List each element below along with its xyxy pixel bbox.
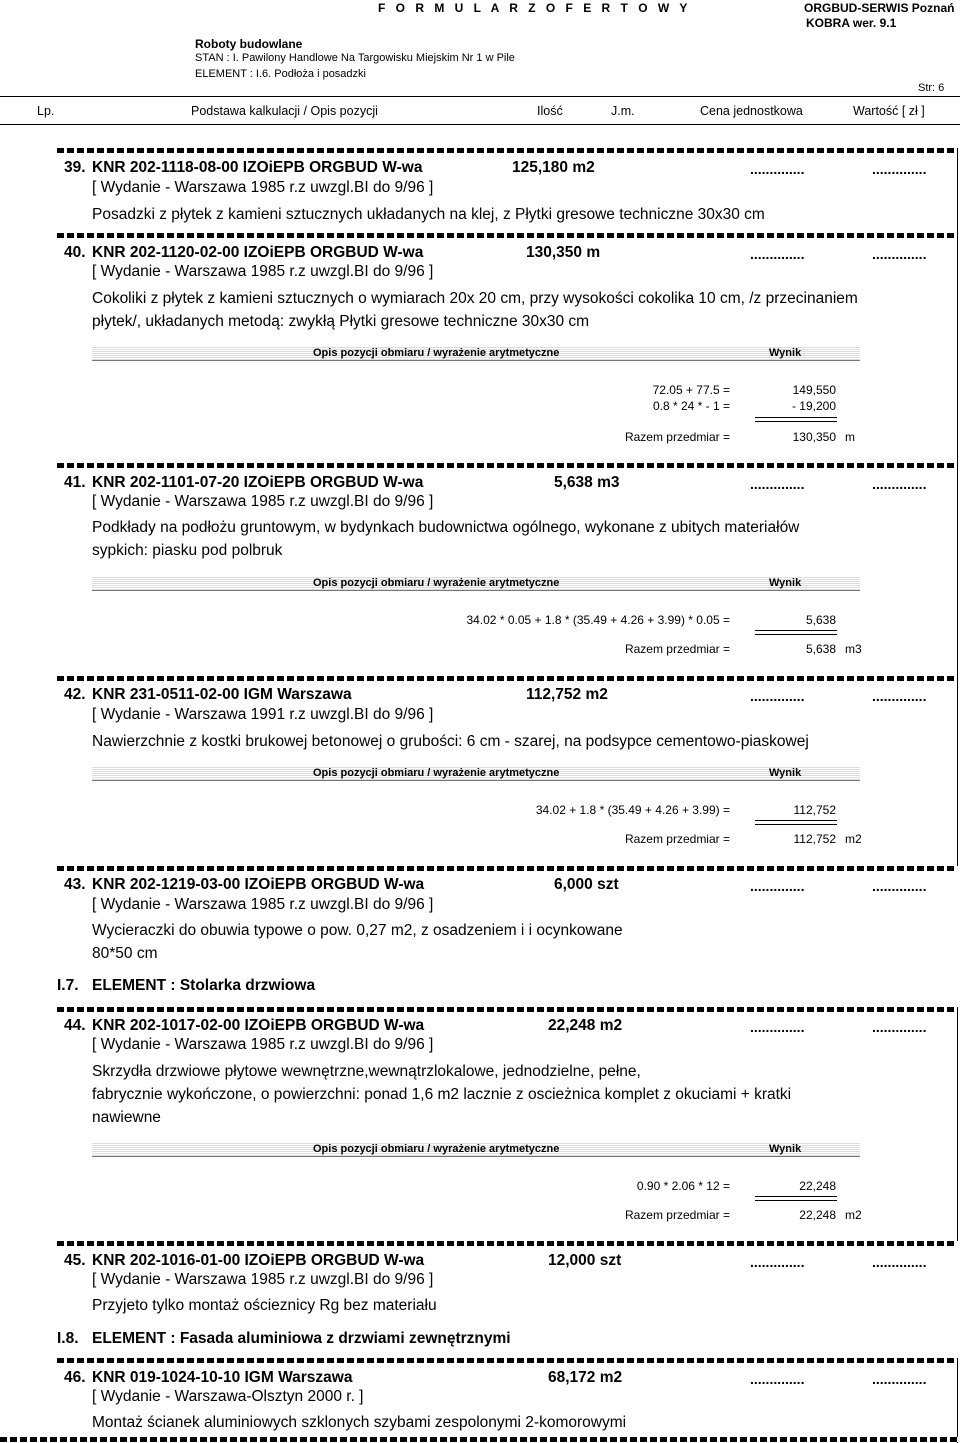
calc-result: 5,638 xyxy=(805,613,836,627)
position-description: fabrycznie wykończone, o powierzchni: ponad 1,6 m2 lacznie z oscieżnica komplet z okuciami + kratki xyxy=(92,1086,792,1103)
position-edition: [ Wydanie - Warszawa 1985 r.z uwzgl.BI do 9/96 ] xyxy=(92,1271,434,1288)
position-quantity: 112,752 m2 xyxy=(526,686,608,703)
unit-price-placeholder: .............. xyxy=(750,246,805,262)
unit-price-placeholder: .............. xyxy=(750,688,805,704)
position-quantity: 5,638 m3 xyxy=(554,474,620,491)
position-description: płytek/, układanych metodą: zwykłą Płytki gresowe techniczne 30x30 cm xyxy=(92,313,590,330)
column-header-top-rule xyxy=(0,96,960,97)
stan-line: STAN : I. Pawilony Handlowe Na Targowisku Miejskim Nr 1 w Pile xyxy=(195,52,515,64)
position-description: nawiewne xyxy=(92,1109,161,1126)
position-description: Nawierzchnie z kostki brukowej betonowej o grubości: 6 cm - szarej, na podsypce cementowo-piaskowej xyxy=(92,733,809,750)
measurement-header-result: Wynik xyxy=(769,577,802,589)
total-unit: m3 xyxy=(845,642,862,656)
unit-price-placeholder: .............. xyxy=(750,1371,805,1387)
sum-underline xyxy=(755,630,837,635)
document-title: Roboty budowlane xyxy=(195,37,303,51)
position-border xyxy=(957,1358,958,1443)
col-jm: J.m. xyxy=(611,104,635,118)
position-description: Posadzki z płytek z kamieni sztucznych układanych na klej, z Płytki gresowe techniczne 30x30 cm xyxy=(92,206,765,223)
total-value: 5,638 xyxy=(805,642,836,656)
total-label: Razem przedmiar = xyxy=(624,1208,730,1222)
position-edition: [ Wydanie - Warszawa 1985 r.z uwzgl.BI do 9/96 ] xyxy=(92,263,434,280)
position-number: 44. xyxy=(64,1017,86,1034)
value-placeholder: .............. xyxy=(872,1019,927,1035)
total-unit: m2 xyxy=(845,1208,862,1222)
element-line: ELEMENT : I.6. Podłoża i posadzki xyxy=(195,68,366,80)
position-separator xyxy=(57,676,957,681)
position-border xyxy=(957,463,958,676)
page-bottom-separator xyxy=(0,1437,960,1442)
position-separator xyxy=(57,866,957,871)
measurement-header-desc: Opis pozycji obmiaru / wyrażenie arytmetyczne xyxy=(313,1143,560,1155)
position-description: Przyjeto tylko montaż ościeznicy Rg bez materiału xyxy=(92,1297,437,1314)
position-description: Cokoliki z płytek z kamieni sztucznych o wymiarach 20x 20 cm, przy wysokości cokolika 10 cm, /z przecinaniem xyxy=(92,290,858,307)
sum-underline xyxy=(755,1196,837,1201)
measurement-header-desc: Opis pozycji obmiaru / wyrażenie arytmetyczne xyxy=(313,577,560,589)
position-quantity: 22,248 m2 xyxy=(548,1017,623,1034)
position-number: 45. xyxy=(64,1252,86,1269)
sum-underline xyxy=(755,820,837,825)
position-number: 41. xyxy=(64,474,86,491)
program-version: KOBRA wer. 9.1 xyxy=(806,16,897,30)
col-ilosc: Ilość xyxy=(537,104,563,118)
position-description: Skrzydła drzwiowe płytowe wewnętrzne,wewnątrzlokalowe, jednodzielne, pełne, xyxy=(92,1063,641,1080)
total-value: 22,248 xyxy=(799,1208,836,1222)
measurement-header-result: Wynik xyxy=(769,347,802,359)
position-number: 40. xyxy=(64,244,86,261)
measurement-header-desc: Opis pozycji obmiaru / wyrażenie arytmetyczne xyxy=(313,767,560,779)
value-placeholder: .............. xyxy=(872,1254,927,1270)
position-quantity: 12,000 szt xyxy=(548,1252,622,1269)
calc-result: - 19,200 xyxy=(791,399,836,413)
position-knr: KNR 202-1118-08-00 IZOiEPB ORGBUD W-wa xyxy=(92,159,423,176)
position-knr: KNR 231-0511-02-00 IGM Warszawa xyxy=(92,686,352,703)
unit-price-placeholder: .............. xyxy=(750,476,805,492)
position-border xyxy=(957,1007,958,1241)
position-border xyxy=(957,148,958,233)
total-value: 130,350 xyxy=(792,430,836,444)
column-header-bottom-rule xyxy=(0,124,960,125)
position-edition: [ Wydanie - Warszawa 1985 r.z uwzgl.BI do 9/96 ] xyxy=(92,1036,434,1053)
value-placeholder: .............. xyxy=(872,246,927,262)
total-label: Razem przedmiar = xyxy=(624,832,730,846)
element-title: ELEMENT : Fasada aluminiowa z drzwiami zewnętrznymi xyxy=(92,1330,511,1347)
position-knr: KNR 202-1120-02-00 IZOiEPB ORGBUD W-wa xyxy=(92,244,424,261)
position-number: 39. xyxy=(64,159,86,176)
value-placeholder: .............. xyxy=(872,878,927,894)
company-name: ORGBUD-SERWIS Poznań xyxy=(804,1,955,15)
measurement-header-result: Wynik xyxy=(769,767,802,779)
unit-price-placeholder: .............. xyxy=(750,1019,805,1035)
position-number: 43. xyxy=(64,876,86,893)
position-number: 42. xyxy=(64,686,86,703)
position-separator xyxy=(57,463,957,468)
position-border xyxy=(957,233,958,463)
unit-price-placeholder: .............. xyxy=(750,1254,805,1270)
position-quantity: 125,180 m2 xyxy=(512,159,595,176)
element-number: I.7. xyxy=(57,977,79,994)
position-quantity: 68,172 m2 xyxy=(548,1369,623,1386)
position-edition: [ Wydanie - Warszawa-Olsztyn 2000 r. ] xyxy=(92,1388,364,1405)
value-placeholder: .............. xyxy=(872,161,927,177)
unit-price-placeholder: .............. xyxy=(750,878,805,894)
col-podstawa: Podstawa kalkulacji / Opis pozycji xyxy=(191,104,378,118)
total-unit: m2 xyxy=(845,832,862,846)
position-knr: KNR 019-1024-10-10 IGM Warszawa xyxy=(92,1369,353,1386)
calc-expression: 72.05 + 77.5 = xyxy=(652,383,730,397)
position-edition: [ Wydanie - Warszawa 1985 r.z uwzgl.BI do 9/96 ] xyxy=(92,179,434,196)
calc-expression: 34.02 * 0.05 + 1.8 * (35.49 + 4.26 + 3.99) * 0.05 = xyxy=(466,613,730,627)
col-wartosc: Wartość [ zł ] xyxy=(853,104,925,118)
position-knr: KNR 202-1017-02-00 IZOiEPB ORGBUD W-wa xyxy=(92,1017,425,1034)
calc-expression: 0.8 * 24 * - 1 = xyxy=(652,399,730,413)
form-title: F O R M U L A R Z O F E R T O W Y xyxy=(378,1,691,15)
calc-result: 112,752 xyxy=(793,803,836,817)
position-edition: [ Wydanie - Warszawa 1985 r.z uwzgl.BI do 9/96 ] xyxy=(92,896,434,913)
position-description: Podkłady na podłożu gruntowym, w bydynkach budownictwa ogólnego, wykonane z ubitych materiałów xyxy=(92,519,800,536)
position-quantity: 130,350 m xyxy=(526,244,601,261)
position-edition: [ Wydanie - Warszawa 1985 r.z uwzgl.BI do 9/96 ] xyxy=(92,493,434,510)
calc-result: 22,248 xyxy=(799,1179,836,1193)
total-unit: m xyxy=(845,430,855,444)
position-separator xyxy=(57,148,957,153)
calc-expression: 34.02 + 1.8 * (35.49 + 4.26 + 3.99) = xyxy=(535,803,730,817)
position-separator xyxy=(57,1007,957,1012)
calc-expression: 0.90 * 2.06 * 12 = xyxy=(636,1179,730,1193)
position-description: Montaż ścianek aluminiowych szklonych szybami zespolonymi 2-komorowymi xyxy=(92,1414,627,1431)
position-quantity: 6,000 szt xyxy=(554,876,619,893)
col-lp: Lp. xyxy=(37,104,55,118)
position-knr: KNR 202-1219-03-00 IZOiEPB ORGBUD W-wa xyxy=(92,876,425,893)
position-separator xyxy=(57,233,957,238)
position-description: sypkich: piasku pod polbruk xyxy=(92,542,283,559)
col-cena: Cena jednostkowa xyxy=(700,104,803,118)
value-placeholder: .............. xyxy=(872,1371,927,1387)
unit-price-placeholder: .............. xyxy=(750,161,805,177)
sum-underline xyxy=(755,417,837,422)
calc-result: 149,550 xyxy=(792,383,836,397)
position-edition: [ Wydanie - Warszawa 1991 r.z uwzgl.BI do 9/96 ] xyxy=(92,706,434,723)
position-number: 46. xyxy=(64,1369,86,1386)
total-value: 112,752 xyxy=(793,832,836,846)
element-title: ELEMENT : Stolarka drzwiowa xyxy=(92,977,316,994)
position-description: Wycieraczki do obuwia typowe o pow. 0,27 m2, z osadzeniem i i ocynkowane xyxy=(92,922,623,939)
total-label: Razem przedmiar = xyxy=(624,430,730,444)
value-placeholder: .............. xyxy=(872,688,927,704)
value-placeholder: .............. xyxy=(872,476,927,492)
element-number: I.8. xyxy=(57,1330,79,1347)
position-knr: KNR 202-1101-07-20 IZOiEPB ORGBUD W-wa xyxy=(92,474,424,491)
total-label: Razem przedmiar = xyxy=(624,642,730,656)
position-border xyxy=(957,676,958,866)
position-description: 80*50 cm xyxy=(92,945,158,962)
position-separator xyxy=(57,1358,957,1363)
measurement-header-desc: Opis pozycji obmiaru / wyrażenie arytmetyczne xyxy=(313,347,560,359)
position-knr: KNR 202-1016-01-00 IZOiEPB ORGBUD W-wa xyxy=(92,1252,425,1269)
measurement-header-result: Wynik xyxy=(769,1143,802,1155)
page-number: Str: 6 xyxy=(918,82,945,94)
position-separator xyxy=(57,1241,957,1246)
